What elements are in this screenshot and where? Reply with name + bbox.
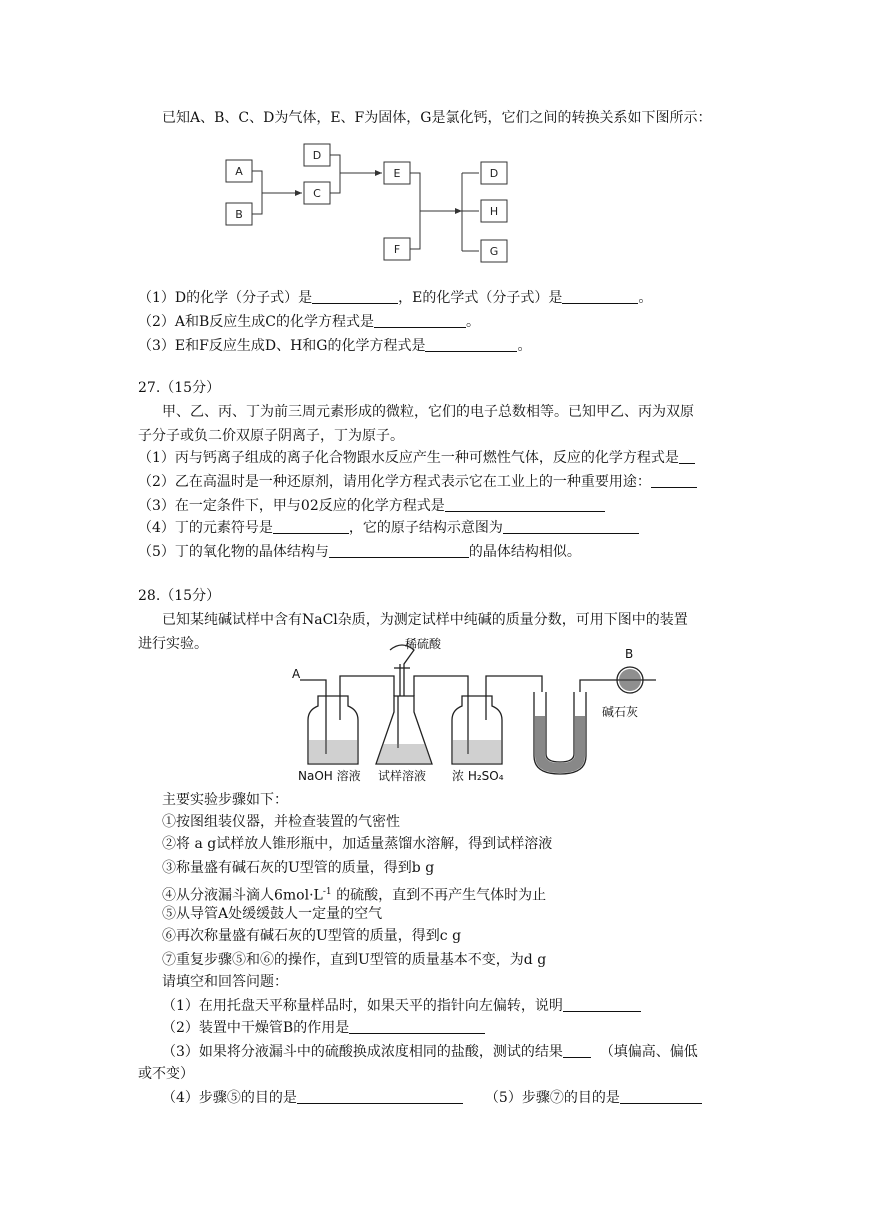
label-sample: 试样溶液 [378, 769, 427, 783]
q28-3: （3）如果将分液漏斗中的硫酸换成浓度相同的盐酸，测试的结果 （填偏高、偏低 [162, 1044, 698, 1060]
q28-title: 28.（15分） [138, 588, 221, 604]
label-d-out: D [489, 167, 499, 180]
intro-text: 已知A、B、C、D为气体，E、F为固体，G是氯化钙，它们之间的转换关系如下图所示： [162, 110, 712, 126]
step-6: ⑥再次称量盛有碱石灰的U型管的质量，得到c g [162, 928, 462, 944]
answer-blank[interactable] [651, 473, 697, 488]
question-prompt: 请填空和回答问题： [162, 974, 288, 990]
q28-2: （2）装置中干燥管B的作用是 [162, 1018, 485, 1038]
answer-blank[interactable] [329, 543, 469, 558]
q27-para-1: 甲、乙、丙、丁为前三周元素形成的微粒，它们的电子总数相等。已知甲乙、丙为双原 [162, 404, 694, 420]
label-a: A [235, 165, 243, 178]
label-soda-lime: 碱石灰 [602, 705, 639, 719]
q27-para-2: 子分子或负二价双原子阴离子，丁为原子。 [138, 428, 404, 444]
answer-blank[interactable] [425, 337, 517, 352]
q26-2: （2）A和B反应生成C的化学方程式是 。 [138, 314, 481, 330]
q28-4-5: （4）步骤⑤的目的是 （5）步骤⑦的目的是 [162, 1088, 702, 1108]
step-3: ③称量盛有碱石灰的U型管的质量，得到b g [162, 860, 435, 876]
answer-blank[interactable] [563, 997, 641, 1012]
answer-blank[interactable] [273, 519, 349, 534]
answer-blank[interactable] [297, 1089, 463, 1104]
label-tube-b: B [625, 647, 634, 661]
label-h2so4: 浓 H₂SO₄ [452, 769, 504, 783]
q26-1: （1）D的化学（分子式）是 ，E的化学式（分子式）是 。 [138, 290, 653, 306]
answer-blank[interactable] [563, 1043, 591, 1058]
answer-blank[interactable] [312, 289, 398, 304]
label-d-top: D [312, 149, 322, 162]
answer-blank[interactable] [503, 519, 639, 534]
answer-blank[interactable] [374, 313, 466, 328]
label-dilute-acid: 稀硫酸 [405, 637, 442, 651]
step-4: ④从分液漏斗滴人$6mol\cdot L^{-1}$ 的硫酸，直到不再产生气体时为止 [162, 887, 547, 904]
q27-3: （3）在一定条件下，甲与02反应的化学方程式是 [138, 496, 605, 516]
q27-5: （5）丁的氧化物的晶体结构与 的晶体结构相似。 [138, 544, 581, 560]
step-7: ⑦重复步骤⑤和⑥的操作，直到U型管的质量基本不变，为d g [162, 952, 547, 968]
label-e: E [393, 167, 401, 180]
step-2: ②将 a g试样放人锥形瓶中，加适量蒸馏水溶解，得到试样溶液 [162, 836, 553, 852]
q26-3: （3）E和F反应生成D、H和G的化学方程式是 。 [138, 338, 532, 354]
answer-blank[interactable] [562, 289, 638, 304]
q28-1: （1）在用托盘天平称量样品时，如果天平的指针向左偏转，说明 [162, 996, 641, 1016]
answer-blank[interactable] [679, 449, 695, 464]
answer-blank[interactable] [349, 1019, 485, 1034]
q27-1: （1）丙与钙离子组成的离子化合物跟水反应产生一种可燃性气体，反应的化学方程式是 [138, 448, 695, 468]
label-h: H [489, 205, 499, 218]
q27-4: （4）丁的元素符号是 ，它的原子结构示意图为 [138, 518, 639, 538]
q28-para-1: 已知某纯碱试样中含有NaCl杂质，为测定试样中纯碱的质量分数，可用下图中的装置 [162, 612, 688, 628]
q27-title: 27.（15分） [138, 380, 221, 396]
label-b: B [235, 208, 243, 221]
label-inlet-a: A [292, 667, 301, 681]
label-g: G [489, 245, 499, 258]
label-c: C [313, 187, 321, 200]
q27-2: （2）乙在高温时是一种还原剂，请用化学方程式表示它在工业上的一种重要用途： [138, 472, 697, 492]
step-5: ⑤从导管A处缓缓鼓人一定量的空气 [162, 906, 383, 922]
answer-blank[interactable] [620, 1089, 702, 1104]
q28-3-cont: 或不变） [138, 1066, 194, 1082]
answer-blank[interactable] [445, 497, 605, 512]
label-f: F [393, 243, 401, 256]
label-naoh: NaOH 溶液 [298, 769, 361, 783]
step-1: ①按图组装仪器，并检查装置的气密性 [162, 814, 400, 830]
apparatus-diagram [290, 636, 680, 784]
q28-para-2: 进行实验。 [138, 636, 208, 652]
steps-title: 主要实验步骤如下： [162, 792, 288, 808]
conversion-diagram [222, 140, 512, 270]
